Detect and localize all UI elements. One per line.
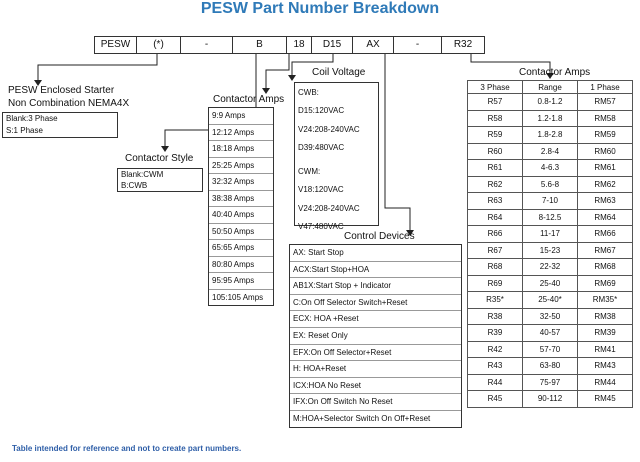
table-cell: R61 — [468, 160, 523, 177]
table-cell: 63-80 — [523, 358, 578, 375]
control-devices-options — [289, 244, 462, 428]
coil-voltage-heading: Coil Voltage — [312, 67, 366, 78]
table-cell: 5.6-8 — [523, 176, 578, 193]
table-row — [468, 127, 633, 144]
table-cell: 25-40 — [523, 275, 578, 292]
table-row — [468, 308, 633, 325]
table-row — [468, 325, 633, 342]
segment-contactor-style: B — [232, 36, 287, 54]
option-item: 12:12 Amps — [209, 125, 273, 142]
table-cell: RM57 — [578, 94, 633, 111]
table-cell: R69 — [468, 275, 523, 292]
option-item: 38:38 Amps — [209, 191, 273, 208]
table-row — [468, 160, 633, 177]
option-item: S:1 Phase — [6, 126, 43, 135]
table-cell: 1.8-2.8 — [523, 127, 578, 144]
table-cell: 22-32 — [523, 259, 578, 276]
contactor-amps-heading: Contactor Amps — [213, 94, 285, 105]
cwb-label: CWB: — [298, 88, 319, 97]
contactor-style-options — [117, 168, 203, 192]
table-cell: 25-40* — [523, 292, 578, 309]
segment-pesw: PESW — [94, 36, 137, 54]
table-cell: RM66 — [578, 226, 633, 243]
table-cell: 32-50 — [523, 308, 578, 325]
option-item: ECX: HOA +Reset — [290, 311, 461, 328]
table-row — [468, 94, 633, 111]
table-cell: R45 — [468, 391, 523, 408]
table-cell: RM38 — [578, 308, 633, 325]
table-cell: R58 — [468, 110, 523, 127]
option-item: Blank:CWM — [121, 170, 164, 179]
table-cell: 2.8-4 — [523, 143, 578, 160]
table-cell: RM62 — [578, 176, 633, 193]
option-item: EFX:On Off Selector+Reset — [290, 345, 461, 362]
table-cell: 0.8-1.2 — [523, 94, 578, 111]
enclosed-starter-options — [2, 112, 118, 138]
table-cell: RM43 — [578, 358, 633, 375]
segment-contactor-amps: 18 — [286, 36, 312, 54]
contactor-amps-table — [467, 80, 633, 408]
coil-voltage-options — [294, 82, 379, 232]
table-cell: 40-57 — [523, 325, 578, 342]
table-row — [468, 374, 633, 391]
table-cell: RM63 — [578, 193, 633, 210]
option-item: 105:105 Amps — [212, 292, 264, 302]
table-row — [468, 275, 633, 292]
option-item: 80:80 Amps — [209, 257, 273, 274]
option-item: D39:480VAC — [298, 142, 345, 152]
option-item: IFX:On Off Switch No Reset — [290, 394, 461, 411]
table-row — [468, 209, 633, 226]
column-header: 3 Phase — [468, 81, 523, 94]
table-cell: R35* — [468, 292, 523, 309]
table-cell: R60 — [468, 143, 523, 160]
option-item: 40:40 Amps — [209, 207, 273, 224]
option-item: B:CWB — [121, 181, 148, 190]
table-cell: R39 — [468, 325, 523, 342]
table-cell: 75-97 — [523, 374, 578, 391]
contactor-amps-options — [208, 107, 274, 306]
table-cell: R57 — [468, 94, 523, 111]
option-item: V24:208-240VAC — [298, 203, 360, 213]
table-row — [468, 341, 633, 358]
table-cell: 90-112 — [523, 391, 578, 408]
table-cell: 15-23 — [523, 242, 578, 259]
option-item: 25:25 Amps — [209, 158, 273, 175]
option-item: 32:32 Amps — [209, 174, 273, 191]
option-item: Blank:3 Phase — [6, 114, 58, 123]
table-row — [468, 358, 633, 375]
option-item: V47:480VAC — [298, 222, 344, 232]
control-devices-heading: Control Devices — [344, 231, 415, 242]
table-row — [468, 242, 633, 259]
segment-coil-voltage: D15 — [311, 36, 353, 54]
table-cell: RM35* — [578, 292, 633, 309]
table-cell: RM67 — [578, 242, 633, 259]
table-cell: RM69 — [578, 275, 633, 292]
segment-control-device: AX — [352, 36, 394, 54]
table-cell: RM41 — [578, 341, 633, 358]
table-row — [468, 193, 633, 210]
option-item: 18:18 Amps — [209, 141, 273, 158]
column-header: Range — [523, 81, 578, 94]
table-cell: R38 — [468, 308, 523, 325]
option-item: 50:50 Amps — [209, 224, 273, 241]
table-cell: R44 — [468, 374, 523, 391]
table-cell: R67 — [468, 242, 523, 259]
table-cell: RM61 — [578, 160, 633, 177]
table-cell: RM64 — [578, 209, 633, 226]
table-cell: R42 — [468, 341, 523, 358]
segment-dash-1: - — [180, 36, 233, 54]
option-item: ACX:Start Stop+HOA — [290, 262, 461, 279]
enclosed-starter-heading-line1: PESW Enclosed Starter — [8, 85, 115, 96]
table-cell: 8-12.5 — [523, 209, 578, 226]
table-cell: RM45 — [578, 391, 633, 408]
table-cell: RM68 — [578, 259, 633, 276]
table-cell: 11-17 — [523, 226, 578, 243]
table-cell: R66 — [468, 226, 523, 243]
table-row — [468, 292, 633, 309]
table-cell: 4-6.3 — [523, 160, 578, 177]
segment-dash-2: - — [393, 36, 442, 54]
option-item: V18:120VAC — [298, 185, 344, 195]
table-row — [468, 391, 633, 408]
table-cell: RM59 — [578, 127, 633, 144]
enclosed-starter-heading-line2: Non Combination NEMA4X — [8, 98, 130, 109]
contactor-amps-table-heading: Contactor Amps — [519, 67, 591, 78]
table-cell: 7-10 — [523, 193, 578, 210]
option-item: C:On Off Selector Switch+Reset — [290, 295, 461, 312]
option-item: M:HOA+Selector Switch On Off+Reset — [293, 413, 431, 423]
option-item: ICX:HOA No Reset — [290, 378, 461, 395]
option-item: 65:65 Amps — [209, 240, 273, 257]
table-cell: RM39 — [578, 325, 633, 342]
option-item: 95:95 Amps — [209, 273, 273, 290]
segment-phase: (*) — [136, 36, 181, 54]
table-cell: 1.2-1.8 — [523, 110, 578, 127]
table-cell: RM44 — [578, 374, 633, 391]
cwm-label: CWM: — [298, 167, 321, 177]
option-item: D15:120VAC — [298, 106, 345, 116]
table-cell: R63 — [468, 193, 523, 210]
table-cell: RM60 — [578, 143, 633, 160]
table-cell: R62 — [468, 176, 523, 193]
footer-note: Table intended for reference and not to create part numbers. — [12, 444, 242, 453]
table-cell: 57-70 — [523, 341, 578, 358]
option-item: 9:9 Amps — [209, 108, 273, 125]
table-row — [468, 226, 633, 243]
enclosed-starter-heading — [8, 84, 129, 110]
option-item: H: HOA+Reset — [290, 361, 461, 378]
option-item: V24:208-240VAC — [298, 124, 360, 134]
table-cell: R68 — [468, 259, 523, 276]
option-item: AB1X:Start Stop + Indicator — [290, 278, 461, 295]
part-number-strip — [95, 36, 485, 54]
option-item: EX: Reset Only — [290, 328, 461, 345]
table-cell: R64 — [468, 209, 523, 226]
table-row — [468, 143, 633, 160]
table-cell: R59 — [468, 127, 523, 144]
column-header: 1 Phase — [578, 81, 633, 94]
contactor-style-heading: Contactor Style — [125, 153, 194, 164]
table-header-row — [468, 81, 633, 94]
table-cell: RM58 — [578, 110, 633, 127]
table-row — [468, 110, 633, 127]
table-cell: R43 — [468, 358, 523, 375]
table-row — [468, 259, 633, 276]
page-title: PESW Part Number Breakdown — [200, 0, 440, 17]
option-item: AX: Start Stop — [290, 245, 461, 262]
segment-overload-range: R32 — [441, 36, 485, 54]
table-row — [468, 176, 633, 193]
